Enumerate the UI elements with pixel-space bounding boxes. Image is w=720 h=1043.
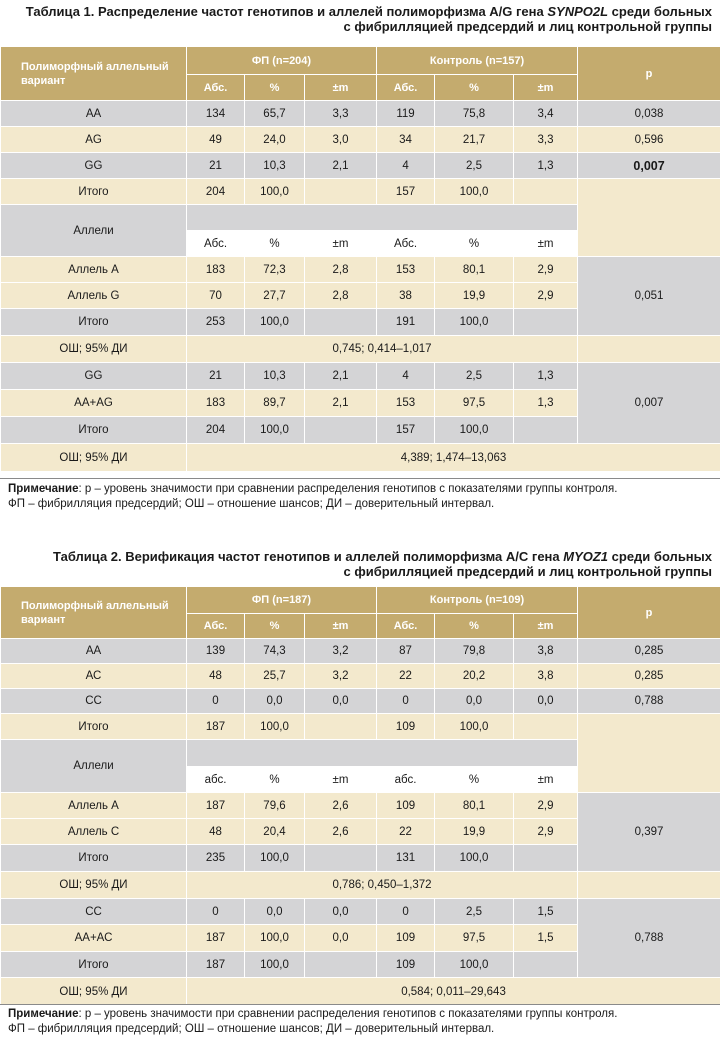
cell: 75,8 [435,101,514,127]
table-row [1,639,720,664]
cell: 1,5 [514,925,578,952]
cell: 0,0 [305,925,377,952]
cell: 20,4 [245,819,305,845]
cell: 1,3 [514,363,578,390]
variant-header: Полиморфный аллельный вариант [1,47,187,101]
subheader-cell: % [245,614,305,639]
cell: 157 [377,179,435,205]
table1 [0,46,720,472]
subheader-cell: Абс. [377,231,435,257]
subheader-cell: % [245,75,305,101]
subheader-cell: ±m [514,75,578,101]
row-label: ОШ; 95% ДИ [1,336,187,363]
table-row [1,363,720,390]
cell: 72,3 [245,257,305,283]
cell: 187 [187,793,245,819]
cell: 109 [377,952,435,978]
p-value: 0,788 [578,689,720,714]
odds-ratio-value: 4,389; 1,474–13,063 [187,444,720,472]
row-label: Итого [1,309,187,336]
cell [305,179,377,205]
subheader-cell: ±m [305,231,377,257]
cell: 2,5 [435,363,514,390]
cell: 38 [377,283,435,309]
cell: 2,1 [305,363,377,390]
cell: 153 [377,257,435,283]
cell: 100,0 [435,309,514,336]
cell: 27,7 [245,283,305,309]
cell: 2,9 [514,819,578,845]
cell: 2,8 [305,283,377,309]
row-label: Итого [1,952,187,978]
cell: 79,6 [245,793,305,819]
cell: 19,9 [435,819,514,845]
cell: 119 [377,101,435,127]
p-value: 0,397 [578,793,720,872]
cell: 139 [187,639,245,664]
cell: 3,8 [514,639,578,664]
cell: 1,5 [514,899,578,925]
empty-cell [578,872,720,899]
row-label: Итого [1,417,187,444]
cell: 87 [377,639,435,664]
cell: 100,0 [435,179,514,205]
cell [514,179,578,205]
table2 [0,586,720,1006]
cell: 253 [187,309,245,336]
cell [514,309,578,336]
cell: 20,2 [435,664,514,689]
cell: 2,8 [305,257,377,283]
subheader-cell: ±m [514,767,578,793]
cell: 157 [377,417,435,444]
subheader-cell: Абс. [187,75,245,101]
odds-ratio-value: 0,745; 0,414–1,017 [187,336,578,363]
empty-cell [578,179,720,257]
divider [0,478,720,479]
table-row [1,257,720,283]
cell: 2,5 [435,153,514,179]
cell: 2,9 [514,283,578,309]
cell: 2,6 [305,819,377,845]
row-label: АА [1,639,187,664]
table-row [1,689,720,714]
cell: 0,0 [514,689,578,714]
table-row [1,101,720,127]
cell: 204 [187,417,245,444]
p-value: 0,007 [578,153,720,179]
cell: 109 [377,714,435,740]
cell: 80,1 [435,257,514,283]
row-label: Итого [1,714,187,740]
p-value: 0,007 [578,363,720,444]
cell: 100,0 [245,714,305,740]
cell: 2,9 [514,257,578,283]
cell: 3,4 [514,101,578,127]
cell: 0,0 [305,689,377,714]
cell: 22 [377,664,435,689]
cell: 0 [187,899,245,925]
table1-note: Примечание: р – уровень значимости при сравнении распределения генотипов с показателями группы контроля. ФП – фибрилляция предсердий; ОШ – отношение шансов; ДИ – доверительный интервал. [8,483,618,510]
cell: 100,0 [245,309,305,336]
subheader-cell: абс. [187,767,245,793]
subheader-cell: Абс. [187,231,245,257]
divider [0,1004,720,1005]
cell: 187 [187,925,245,952]
row-label: АС [1,664,187,689]
cell: 109 [377,925,435,952]
cell: 97,5 [435,390,514,417]
table2-caption: Таблица 2. Верификация частот генотипов и аллелей полиморфизма А/С гена MYOZ1 среди больных с фибрилляцией предсердий и лиц контрольной группы [52,549,712,579]
cell: 10,3 [245,363,305,390]
p-value: 0,038 [578,101,720,127]
row-label: Аллель А [1,793,187,819]
cell: 3,2 [305,639,377,664]
cell: 100,0 [435,845,514,872]
alleles-label: Аллели [1,205,187,257]
cell: 2,1 [305,390,377,417]
cell: 153 [377,390,435,417]
cell: 65,7 [245,101,305,127]
cell: 187 [187,952,245,978]
cell: 49 [187,127,245,153]
subheader-cell: абс. [377,767,435,793]
cell: 0 [377,689,435,714]
cell: 21,7 [435,127,514,153]
cell: 4 [377,153,435,179]
p-value: 0,051 [578,257,720,336]
cell: 191 [377,309,435,336]
p-header: р [578,587,720,639]
cell: 1,3 [514,153,578,179]
subheader-cell: ±m [305,614,377,639]
cell [514,714,578,740]
row-label: ОШ; 95% ДИ [1,444,187,472]
subheader-cell: % [435,767,514,793]
group1-header: ФП (n=187) [187,587,377,614]
cell: 2,5 [435,899,514,925]
cell: 19,9 [435,283,514,309]
row-label: Аллель G [1,283,187,309]
empty-cell [578,714,720,793]
row-label: Итого [1,845,187,872]
p-value: 0,285 [578,639,720,664]
row-label: АG [1,127,187,153]
alleles-label: Аллели [1,740,187,793]
cell: 2,1 [305,153,377,179]
cell: 204 [187,179,245,205]
cell: 80,1 [435,793,514,819]
cell: 48 [187,664,245,689]
empty-cell [187,740,578,767]
row-label: Итого [1,179,187,205]
odds-ratio-value: 0,584; 0,011–29,643 [187,978,720,1006]
p-value: 0,285 [578,664,720,689]
row-label: АА+АС [1,925,187,952]
subheader-cell: Абс. [377,75,435,101]
subheader-cell: % [435,75,514,101]
cell: 89,7 [245,390,305,417]
subheader-cell: Абс. [187,614,245,639]
cell: 79,8 [435,639,514,664]
cell: 34 [377,127,435,153]
cell: 24,0 [245,127,305,153]
cell: 4 [377,363,435,390]
empty-cell [578,336,720,363]
cell [514,952,578,978]
table-row [1,444,720,472]
cell: 97,5 [435,925,514,952]
cell: 109 [377,793,435,819]
cell [514,845,578,872]
cell [305,845,377,872]
cell: 2,9 [514,793,578,819]
cell: 10,3 [245,153,305,179]
cell: 0,0 [245,899,305,925]
cell: 100,0 [435,952,514,978]
table-row [1,978,720,1006]
row-label: GG [1,153,187,179]
cell: 100,0 [245,179,305,205]
cell: 100,0 [245,417,305,444]
table-row [1,899,720,925]
cell: 25,7 [245,664,305,689]
cell: 3,3 [514,127,578,153]
table-row [1,872,720,899]
cell: 131 [377,845,435,872]
cell: 3,8 [514,664,578,689]
group2-header: Контроль (n=109) [377,587,578,614]
cell [305,952,377,978]
group1-header: ФП (n=204) [187,47,377,75]
cell: 183 [187,257,245,283]
table-row [1,714,720,740]
row-label: GG [1,363,187,390]
p-value: 0,596 [578,127,720,153]
table-row [1,127,720,153]
cell: 22 [377,819,435,845]
cell: 2,6 [305,793,377,819]
subheader-cell: % [435,231,514,257]
cell: 187 [187,714,245,740]
p-header: р [578,47,720,101]
cell [305,714,377,740]
row-label: СС [1,689,187,714]
variant-header: Полиморфный аллельный вариант [1,587,187,639]
table-row [1,336,720,363]
table-row [1,793,720,819]
subheader-cell: ±m [514,614,578,639]
cell: 100,0 [245,925,305,952]
row-label: Аллель С [1,819,187,845]
row-label: АА+АG [1,390,187,417]
subheader-cell: ±m [514,231,578,257]
cell: 48 [187,819,245,845]
subheader-cell: Абс. [377,614,435,639]
cell: 0 [187,689,245,714]
table2-note: Примечание: р – уровень значимости при сравнении распределения генотипов с показателями группы контроля. ФП – фибрилляция предсердий; ОШ – отношение шансов; ДИ – доверительный интервал. [8,1008,618,1035]
group2-header: Контроль (n=157) [377,47,578,75]
cell: 0 [377,899,435,925]
cell: 134 [187,101,245,127]
subheader-cell: % [435,614,514,639]
cell: 183 [187,390,245,417]
table-row [1,179,720,205]
cell: 0,0 [305,899,377,925]
cell: 21 [187,363,245,390]
subheader-cell: ±m [305,767,377,793]
cell: 74,3 [245,639,305,664]
row-label: АА [1,101,187,127]
cell: 1,3 [514,390,578,417]
cell: 21 [187,153,245,179]
cell: 0,0 [435,689,514,714]
cell: 100,0 [245,845,305,872]
row-label: СС [1,899,187,925]
cell: 3,2 [305,664,377,689]
subheader-cell: % [245,231,305,257]
cell: 235 [187,845,245,872]
row-label: ОШ; 95% ДИ [1,872,187,899]
cell: 0,0 [245,689,305,714]
cell: 100,0 [435,417,514,444]
cell: 3,3 [305,101,377,127]
cell [305,417,377,444]
cell: 100,0 [435,714,514,740]
table-row [1,664,720,689]
subheader-cell: % [245,767,305,793]
table1-caption: Таблица 1. Распределение частот генотипов и аллелей полиморфизма А/G гена SYNPO2L среди больных с фибрилляцией предсердий и лиц контрольной группы [25,4,712,34]
p-value: 0,788 [578,899,720,978]
subheader-cell: ±m [305,75,377,101]
cell: 100,0 [245,952,305,978]
cell: 3,0 [305,127,377,153]
cell [305,309,377,336]
odds-ratio-value: 0,786; 0,450–1,372 [187,872,578,899]
cell [514,417,578,444]
row-label: Аллель А [1,257,187,283]
row-label: ОШ; 95% ДИ [1,978,187,1006]
table-row [1,153,720,179]
empty-cell [187,205,578,231]
cell: 70 [187,283,245,309]
